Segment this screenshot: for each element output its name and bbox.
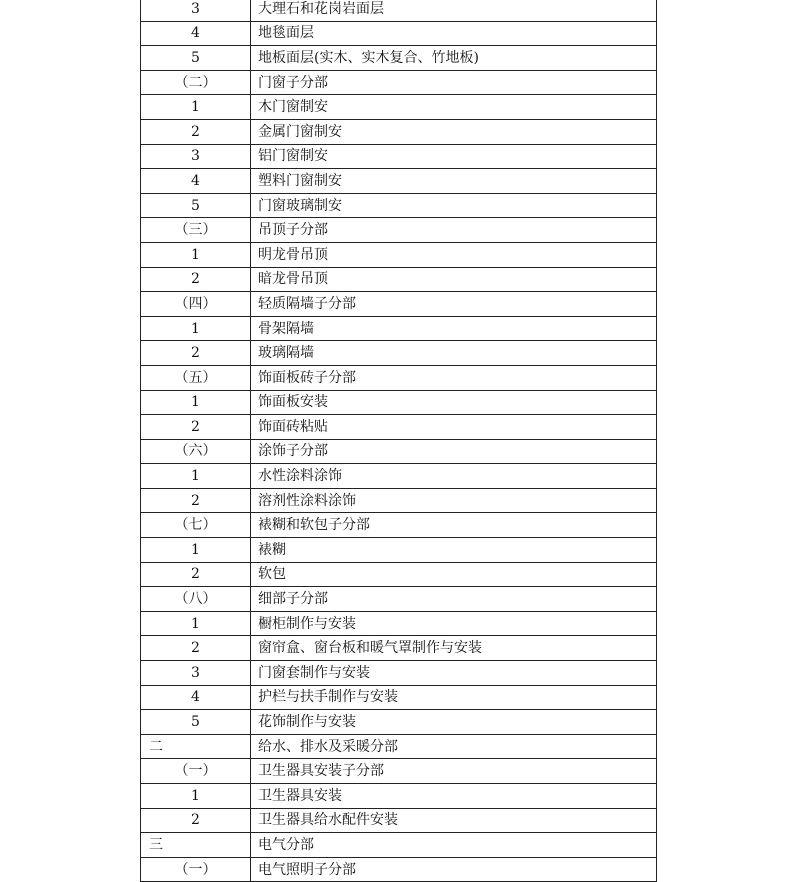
item-name-cell: 暗龙骨吊顶 (251, 267, 657, 292)
item-name-cell: 骨架隔墙 (251, 316, 657, 341)
table-row (141, 21, 657, 46)
table-row (141, 661, 657, 686)
item-name-cell: 裱糊和软包子分部 (251, 513, 657, 538)
table-row (141, 95, 657, 120)
item-number-cell: 1 (141, 784, 251, 809)
table-row (141, 46, 657, 71)
item-name-cell: 饰面板安装 (251, 390, 657, 415)
item-number-cell: （八） (141, 587, 251, 612)
table-row (141, 784, 657, 809)
item-number-cell: 4 (141, 21, 251, 46)
table-body (141, 0, 657, 882)
item-name-cell: 电气照明子分部 (251, 857, 657, 882)
item-name-cell: 地毯面层 (251, 21, 657, 46)
item-number-cell: 1 (141, 95, 251, 120)
item-name-cell: 卫生器具安装子分部 (251, 759, 657, 784)
item-number-cell: 二 (141, 734, 251, 759)
item-number-cell: （四） (141, 292, 251, 317)
item-number-cell: 4 (141, 685, 251, 710)
item-name-cell: 饰面砖粘贴 (251, 415, 657, 440)
item-name-cell: 护栏与扶手制作与安装 (251, 685, 657, 710)
item-number-cell: 2 (141, 636, 251, 661)
item-number-cell: 2 (141, 341, 251, 366)
table-row (141, 341, 657, 366)
item-number-cell: 3 (141, 144, 251, 169)
item-number-cell: 2 (141, 488, 251, 513)
item-number-cell: 2 (141, 267, 251, 292)
item-number-cell: 1 (141, 611, 251, 636)
table-row (141, 144, 657, 169)
item-number-cell: 3 (141, 0, 251, 21)
item-number-cell: 4 (141, 169, 251, 194)
item-number-cell: 1 (141, 390, 251, 415)
table-row (141, 169, 657, 194)
table-row (141, 365, 657, 390)
item-number-cell: （二） (141, 70, 251, 95)
table-row (141, 415, 657, 440)
item-name-cell: 明龙骨吊顶 (251, 242, 657, 267)
table-row (141, 538, 657, 563)
item-number-cell: （六） (141, 439, 251, 464)
item-number-cell: （五） (141, 365, 251, 390)
item-name-cell: 玻璃隔墙 (251, 341, 657, 366)
item-name-cell: 溶剂性涂料涂饰 (251, 488, 657, 513)
item-number-cell: 2 (141, 808, 251, 833)
item-number-cell: 1 (141, 464, 251, 489)
item-number-cell: 5 (141, 46, 251, 71)
item-name-cell: 水性涂料涂饰 (251, 464, 657, 489)
table-row (141, 857, 657, 882)
item-number-cell: （一） (141, 759, 251, 784)
table-row (141, 0, 657, 21)
item-name-cell: 门窗玻璃制安 (251, 193, 657, 218)
table-row (141, 488, 657, 513)
item-number-cell: 2 (141, 562, 251, 587)
table-row (141, 267, 657, 292)
table-row (141, 685, 657, 710)
table-row (141, 292, 657, 317)
table-row (141, 710, 657, 735)
table-row (141, 734, 657, 759)
table-row (141, 833, 657, 858)
item-number-cell: 5 (141, 710, 251, 735)
table-row (141, 759, 657, 784)
table-row (141, 513, 657, 538)
item-name-cell: 门窗子分部 (251, 70, 657, 95)
item-name-cell: 卫生器具安装 (251, 784, 657, 809)
item-number-cell: （七） (141, 513, 251, 538)
item-name-cell: 地板面层(实木、实木复合、竹地板) (251, 46, 657, 71)
item-name-cell: 给水、排水及采暖分部 (251, 734, 657, 759)
item-number-cell: 3 (141, 661, 251, 686)
table-row (141, 390, 657, 415)
item-number-cell: 2 (141, 119, 251, 144)
item-number-cell: 三 (141, 833, 251, 858)
item-number-cell: 1 (141, 538, 251, 563)
item-name-cell: 金属门窗制安 (251, 119, 657, 144)
item-number-cell: （三） (141, 218, 251, 243)
item-name-cell: 轻质隔墙子分部 (251, 292, 657, 317)
table-row (141, 464, 657, 489)
item-number-cell: 2 (141, 415, 251, 440)
table-row (141, 439, 657, 464)
item-name-cell: 花饰制作与安装 (251, 710, 657, 735)
item-name-cell: 橱柜制作与安装 (251, 611, 657, 636)
item-name-cell: 门窗套制作与安装 (251, 661, 657, 686)
item-name-cell: 木门窗制安 (251, 95, 657, 120)
item-name-cell: 塑料门窗制安 (251, 169, 657, 194)
table-row (141, 119, 657, 144)
item-name-cell: 窗帘盒、窗台板和暖气罩制作与安装 (251, 636, 657, 661)
item-name-cell: 大理石和花岗岩面层 (251, 0, 657, 21)
table-row (141, 611, 657, 636)
table-row (141, 587, 657, 612)
table-row (141, 316, 657, 341)
table-row (141, 218, 657, 243)
item-name-cell: 吊顶子分部 (251, 218, 657, 243)
item-name-cell: 饰面板砖子分部 (251, 365, 657, 390)
table-row (141, 636, 657, 661)
item-name-cell: 铝门窗制安 (251, 144, 657, 169)
item-name-cell: 软包 (251, 562, 657, 587)
item-number-cell: 1 (141, 316, 251, 341)
table-row (141, 562, 657, 587)
item-number-cell: 1 (141, 242, 251, 267)
item-number-cell: 5 (141, 193, 251, 218)
item-name-cell: 卫生器具给水配件安装 (251, 808, 657, 833)
table-row (141, 242, 657, 267)
table-row (141, 193, 657, 218)
table-row (141, 808, 657, 833)
item-name-cell: 裱糊 (251, 538, 657, 563)
item-name-cell: 涂饰子分部 (251, 439, 657, 464)
work-breakdown-table (140, 0, 657, 882)
item-number-cell: （一） (141, 857, 251, 882)
item-name-cell: 电气分部 (251, 833, 657, 858)
item-name-cell: 细部子分部 (251, 587, 657, 612)
table-row (141, 70, 657, 95)
